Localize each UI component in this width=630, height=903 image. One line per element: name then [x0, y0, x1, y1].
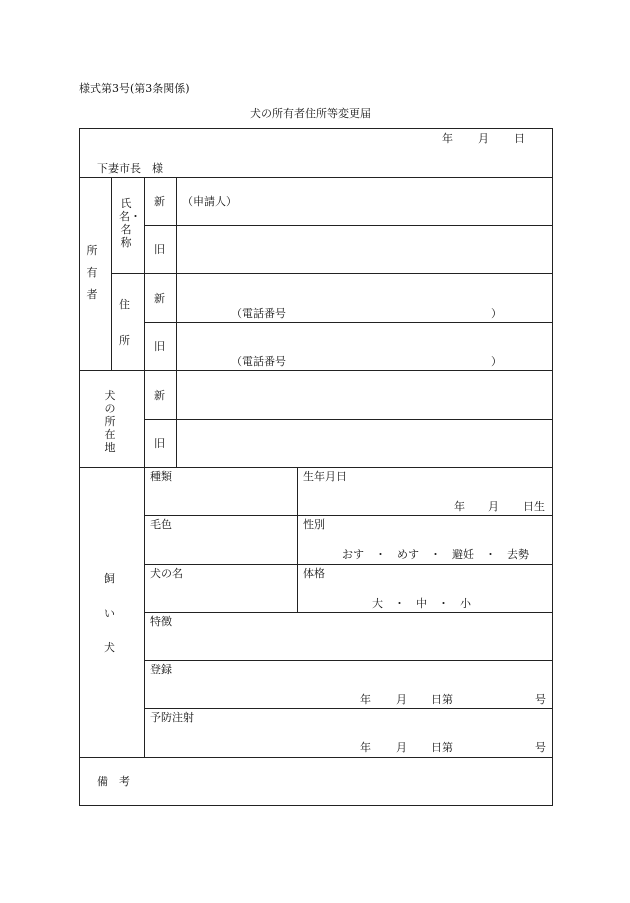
line-dog-row1 [144, 515, 553, 516]
birth-day: 日生 [523, 500, 545, 513]
line-dog-row2 [144, 564, 553, 565]
owner-address-label-top: 住 [119, 298, 130, 311]
line-owner-top [79, 177, 553, 178]
frame-bottom [79, 805, 553, 806]
owner-section-label: 所有者 [86, 244, 98, 301]
breed-label: 種類 [150, 470, 172, 483]
line-dog-row4 [144, 660, 553, 661]
line-location-mid [144, 419, 553, 420]
addressee: 下妻市長 様 [97, 162, 163, 175]
reg-day: 日第 [431, 693, 453, 706]
vac-month: 月 [396, 741, 407, 754]
dog-location-label: 犬の所在地 [104, 389, 116, 454]
features-label: 特徴 [150, 615, 172, 628]
remarks-label: 備 考 [97, 775, 130, 788]
applicant-note: （申請人） [182, 195, 237, 208]
vline-dog-split [297, 467, 298, 613]
phone-label-new: （電話番号 [231, 307, 286, 320]
line-dog-row5 [144, 708, 553, 709]
reg-month: 月 [396, 693, 407, 706]
phone-label-old: （電話番号 [231, 355, 286, 368]
size-label: 体格 [303, 567, 325, 580]
reg-year: 年 [360, 693, 371, 706]
birth-label: 生年月日 [303, 470, 347, 483]
reg-no: 号 [535, 693, 546, 706]
line-name-new-bottom [144, 225, 553, 226]
phone-close-new: ） [491, 307, 502, 320]
date-day: 日 [514, 132, 525, 145]
vline-owner-label [111, 177, 112, 371]
sex-options: おす ・ めす ・ 避妊 ・ 去勢 [342, 548, 529, 561]
dog-section-label-2: い [104, 607, 115, 620]
owner-name-label: 氏名・名称 [119, 197, 141, 249]
owner-address-new: 新 [154, 292, 165, 305]
birth-year: 年 [454, 500, 465, 513]
vline-main [144, 177, 145, 757]
line-location-bottom [79, 467, 553, 468]
owner-name-new: 新 [154, 195, 165, 208]
vline-newold [176, 177, 177, 468]
birth-month: 月 [488, 500, 499, 513]
phone-close-old: ） [491, 355, 502, 368]
color-label: 毛色 [150, 518, 172, 531]
owner-address-old: 旧 [154, 340, 165, 353]
line-address-new-bottom [144, 322, 553, 323]
owner-name-old: 旧 [154, 243, 165, 256]
dog-section-label-1: 飼 [104, 572, 115, 585]
frame-top [79, 128, 553, 129]
vaccination-label: 予防注射 [150, 711, 194, 724]
vac-year: 年 [360, 741, 371, 754]
sex-label: 性別 [303, 518, 325, 531]
owner-address-label-bottom: 所 [119, 334, 130, 347]
form-number: 様式第3号(第3条関係) [79, 82, 190, 95]
line-dog-bottom [79, 757, 553, 758]
line-owner-bottom [79, 370, 553, 371]
line-name-bottom [111, 273, 553, 274]
registration-label: 登録 [150, 663, 172, 676]
dog-location-new: 新 [154, 389, 165, 402]
dog-location-old: 旧 [154, 437, 165, 450]
date-month: 月 [478, 132, 489, 145]
date-year: 年 [442, 132, 453, 145]
form-title: 犬の所有者住所等変更届 [250, 107, 371, 120]
vac-day: 日第 [431, 741, 453, 754]
line-dog-row3 [144, 612, 553, 613]
dog-name-label: 犬の名 [150, 567, 183, 580]
vac-no: 号 [535, 741, 546, 754]
dog-section-label-3: 犬 [104, 641, 115, 654]
size-options: 大 ・ 中 ・ 小 [372, 597, 471, 610]
